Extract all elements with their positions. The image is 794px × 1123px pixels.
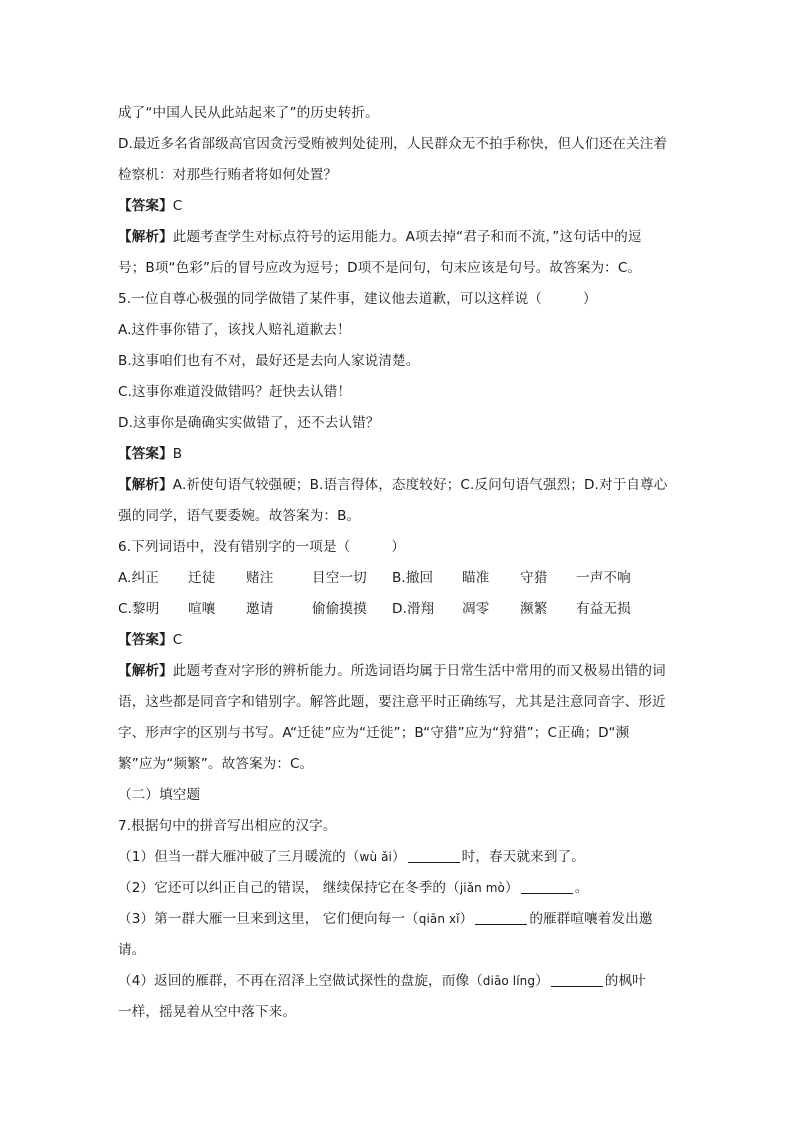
option-word: 赌注 xyxy=(246,570,274,586)
fill-text: （1）但当一群大雁冲破了三月暖流的（ xyxy=(118,849,360,865)
analysis-label: 【解析】 xyxy=(118,477,173,493)
analysis-text: 此题考查学生对标点符号的运用能力。A项去掉“君子和而不流，”这句话中的逗 xyxy=(172,229,642,245)
option-d: D.这事你是确确实实做错了，还不去认错？ xyxy=(118,415,380,431)
option-word: 喧嚷 xyxy=(188,601,216,617)
answer-value: C xyxy=(172,198,183,214)
question-6: 6.下列词语中，没有错别字的一项是（ ） xyxy=(118,539,406,555)
option-word: 偷偷摸摸 xyxy=(312,601,367,617)
fill-text: ） xyxy=(391,849,406,865)
answer-blank[interactable] xyxy=(475,910,527,925)
answer-value: B xyxy=(172,446,183,462)
answer-blank[interactable] xyxy=(521,879,573,894)
option-b: B.这事咱们也有不对，最好还是去向人家说清楚。 xyxy=(118,353,420,369)
text-line: 检察机：对那些行贿者将如何处置？ xyxy=(118,167,338,183)
option-word: 目空一切 xyxy=(312,570,367,586)
text-line: 语，这些都是同音字和错别字。解答此题，要注意平时正确练写，尤其是注意同音字、形近 xyxy=(118,694,666,710)
answer-blank[interactable] xyxy=(408,848,460,863)
text-line: 强的同学，语气要委婉。故答案为：B。 xyxy=(118,508,361,524)
fill-text: ） xyxy=(459,911,474,927)
answer-line xyxy=(118,191,678,222)
answer-line xyxy=(118,439,678,470)
option-word: 濒繁 xyxy=(520,601,548,617)
option-word: 凋零 xyxy=(462,601,490,617)
fill-item-2 xyxy=(118,873,678,904)
option-d-line: D.最近多名省部级高官因贪污受贿被判处徒刑，人民群众无不拍手称快，但人们还在关注着 xyxy=(118,136,668,152)
question-5: 5.一位自尊心极强的同学做错了某件事，建议他去道歉，可以这样说（ ） xyxy=(118,291,597,307)
fill-text: （3）第一群大雁一旦来到这里， 它们便向每一（ xyxy=(118,911,419,927)
document-content xyxy=(118,98,678,1028)
analysis-text: A.祈使句语气较强硬；B.语言得体，态度较好；C.反问句语气强烈；D.对于自尊心 xyxy=(172,477,668,493)
fill-text: （4）返回的雁群，不再在沼泽上空做试探性的盘旋，而像（ xyxy=(118,973,483,989)
text-line: 字、形声字的区别与书写。A“迁徒”应为“迁徙”；B“守猎”应为“狩猎”；C正确；D“濒 xyxy=(118,725,630,741)
question-7: 7.根据句中的拼音写出相应的汉字。 xyxy=(118,818,337,834)
fill-item-4 xyxy=(118,966,678,997)
analysis-label: 【解析】 xyxy=(118,663,173,679)
fill-text: （2）它还可以纠正自己的错误， 继续保持它在冬季的（ xyxy=(118,880,460,896)
analysis-line xyxy=(118,656,678,687)
option-word: B.撤回 xyxy=(392,570,434,586)
option-word: 守猎 xyxy=(520,570,548,586)
pinyin: qiān xǐ xyxy=(418,912,460,926)
fill-text: 的枫叶 xyxy=(604,973,646,989)
answer-label: 【答案】 xyxy=(118,632,173,648)
text-line: 一样，摇晃着从空中落下来。 xyxy=(118,1004,297,1020)
option-word: 迁徒 xyxy=(188,570,216,586)
option-word: C.黎明 xyxy=(118,601,160,617)
section-heading: （二）填空题 xyxy=(118,787,201,803)
answer-label: 【答案】 xyxy=(118,198,173,214)
analysis-label: 【解析】 xyxy=(118,229,173,245)
answer-blank[interactable] xyxy=(551,972,603,987)
text-line: 繁”应为“频繁”。故答案为：C。 xyxy=(118,756,314,772)
option-word: A.纠正 xyxy=(118,570,159,586)
pinyin: diāo líng xyxy=(482,974,536,988)
answer-value: C xyxy=(172,632,183,648)
fill-text: ） xyxy=(505,880,519,896)
fill-text: 时，春天就来到了。 xyxy=(461,849,585,865)
text-line: 请。 xyxy=(118,942,146,958)
pinyin: jiǎn mò xyxy=(459,881,506,895)
analysis-text: 此题考查对字形的辨析能力。所选词语均属于日常生活中常用的而又极易出错的词 xyxy=(172,663,666,679)
analysis-line xyxy=(118,470,678,501)
answer-line xyxy=(118,625,678,656)
option-word: D.滑翔 xyxy=(392,601,435,617)
fill-text: 。 xyxy=(574,880,589,896)
text-line: 号；B项“色彩”后的冒号应改为逗号；D项不是问句，句末应该是句号。故答案为：C。 xyxy=(118,260,642,276)
pinyin: wù ǎi xyxy=(359,850,392,864)
options-row-cd xyxy=(118,594,678,625)
option-word: 有益无损 xyxy=(576,601,631,617)
option-c: C.这事你难道没做错吗？赶快去认错！ xyxy=(118,384,352,400)
text-line: 成了“中国人民从此站起来了”的历史转折。 xyxy=(118,105,379,121)
option-word: 瞄准 xyxy=(462,570,490,586)
option-a: A.这件事你错了，该找人赔礼道歉去！ xyxy=(118,322,351,338)
fill-text: ） xyxy=(535,973,549,989)
option-word: 邀请 xyxy=(246,601,274,617)
fill-item-3 xyxy=(118,904,678,935)
fill-text: 的雁群喧嚷着发出邀 xyxy=(529,911,653,927)
answer-label: 【答案】 xyxy=(118,446,173,462)
analysis-line xyxy=(118,222,678,253)
options-row-ab xyxy=(118,563,678,594)
fill-item-1 xyxy=(118,842,678,873)
option-word: 一声不响 xyxy=(576,570,631,586)
